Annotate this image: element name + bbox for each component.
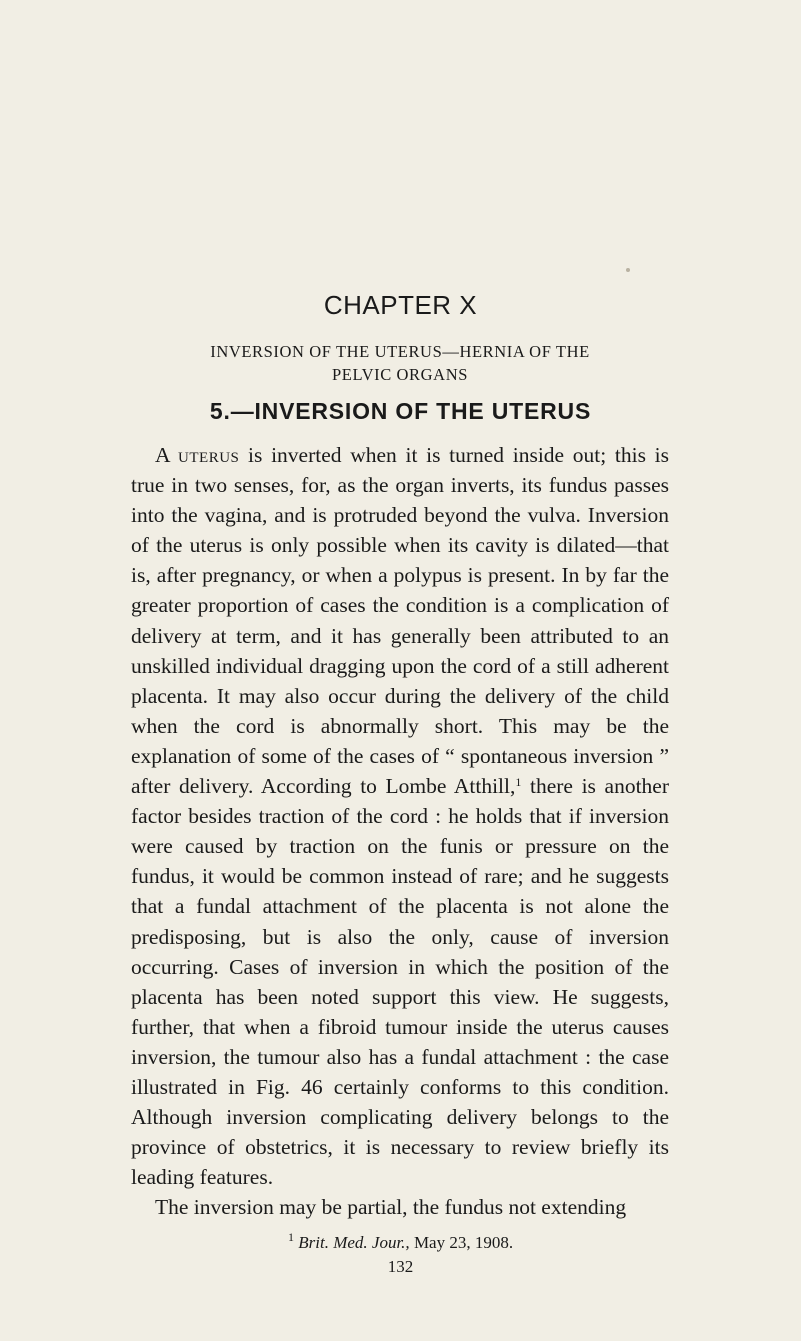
section-heading: 5.—INVERSION OF THE UTERUS [209, 398, 592, 424]
p1-smallcaps-word: uterus [178, 443, 240, 467]
paper-speck [626, 268, 630, 272]
paragraph-2: The inversion may be partial, the fundus not extending [155, 1195, 627, 1220]
footnote-marker: 1 [288, 1230, 294, 1244]
page-number: 132 [387, 1257, 414, 1276]
body-text [131, 440, 669, 1222]
subtitle-line-2: PELVIC ORGANS [331, 365, 468, 384]
footnote-date: May 23, 1908. [409, 1233, 514, 1252]
footnote [150, 1230, 750, 1253]
p1-text-part-1: is inverted when it is turned inside out; this is true in two senses, for, as the organ inverts, its fundus passes into the vagina, and is protruded beyond the vulva. Inversion of the uterus is only possible when its cavity is dilated—that is, after pregnancy, or when a polypus is present. In by far the greater proportion of cases the condition is a complication of delivery at term, and it has generally been attributed to an unskilled individual dragging upon the cord of a still adherent placenta. It may also occur during the delivery of the child when the cord is abnormally short. This may be the explanation of some of the cases of “ spontaneous inversion ” after delivery. According to Lombe Atthill, [131, 443, 669, 799]
chapter-subtitle [150, 340, 650, 386]
p1-text-part-2: there is another factor besides traction of the cord : he holds that if inversion were caused by traction on the funis or pressure on the fundus, it would be common instead of rare; and he suggests that a fundal attachment of the placenta is not alone the predisposing, but is also the only, cause of inversion occurring. Cases of inversion in which the position of the placenta has been noted support this view. He suggests, further, that when a fibroid tumour inside the uterus causes inversion, the tumour also has a fundal attachment : the case illustrated in Fig. 46 certainly conforms to this condition. Although inversion complicating delivery belongs to the province of obstetrics, it is necessary to review briefly its leading features. [131, 774, 670, 1190]
footnote-reference[interactable]: 1 [515, 775, 522, 790]
footnote-journal: Brit. Med. Jour., [298, 1233, 410, 1252]
p1-lead: A [155, 443, 179, 467]
subtitle-line-1: INVERSION OF THE UTERUS—HERNIA OF THE [210, 342, 590, 361]
chapter-heading: CHAPTER X [323, 290, 478, 320]
paragraph-1 [131, 440, 669, 1192]
